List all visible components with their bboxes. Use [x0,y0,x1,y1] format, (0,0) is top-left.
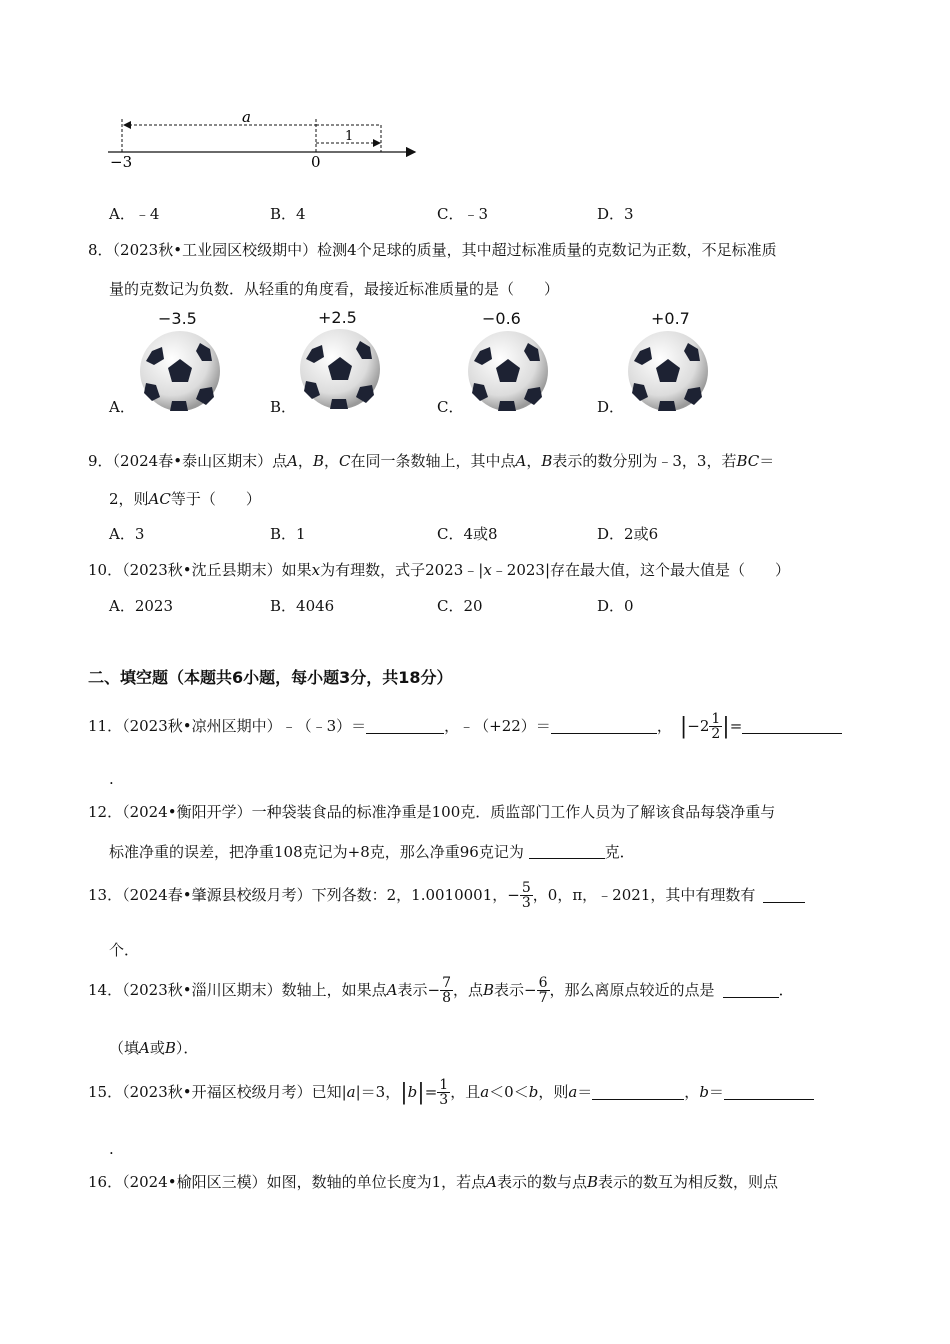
fraction: $\frac{1}{3}$ [439,1077,449,1108]
soccer-ball-icon [466,329,550,413]
q9-option-c: C．4或8 [437,525,498,543]
answer-blank[interactable] [723,983,779,998]
ball-c-value: −0.6 [482,309,521,328]
answer-blank[interactable] [592,1085,684,1100]
answer-blank[interactable] [763,888,805,903]
soccer-ball-icon [138,329,222,413]
q10-option-c: C．20 [437,597,483,615]
answer-blank[interactable] [551,719,657,734]
q10-line1: 10．（2023秋•沈丘县期末）如果x为有理数，式子2023﹣|x﹣2023|存在最大值，这个最大值是（ ） [88,561,791,579]
tick-minus-3: −3 [110,153,133,171]
q9-option-b: B．1 [270,525,306,543]
q14-line2: （填A或B）． [109,1039,199,1057]
fraction: $\frac{6}{7}$ [538,975,548,1006]
answer-blank[interactable] [529,844,605,859]
q12-line1: 12．（2024•衡阳开学）一种袋装食品的标准净重是100克．质监部门工作人员为了解该食品每袋净重与 [88,803,776,821]
q12-line2: 标准净重的误差，把净重108克记为+8克，那么净重96克记为 克． [109,843,635,861]
answer-blank[interactable] [724,1085,814,1100]
q7-option-a: A．﹣4 [109,205,160,223]
q16-line1: 16．（2024•榆阳区三模）如图，数轴的单位长度为1，若点A表示的数与点B表示的数互为相反数，则点 [88,1173,779,1191]
q11-line1: 11．（2023秋•凉州区期中）﹣（﹣3）＝ ，﹣（+22）＝ ， | −2 $\frac{1}{2}$ | = [88,712,842,741]
q7-option-c: C．﹣3 [437,205,489,223]
q10-option-a: A．2023 [109,597,174,615]
fraction: $\frac{7}{8}$ [442,975,451,1006]
q8-option-b: B． [270,398,297,416]
q9-line2: 2，则AC等于（ ） [109,490,261,508]
soccer-ball-icon [626,329,710,413]
answer-blank[interactable] [742,719,842,734]
soccer-ball-icon [298,327,382,411]
q15-dot: . [109,1140,114,1158]
q9-option-d: D．2或6 [597,525,659,543]
q8-line2: 量的克数记为负数．从轻重的角度看，最接近标准质量的是（ ） [109,280,560,298]
q7-option-b: B．4 [270,205,306,223]
q8-option-c: C． [437,398,464,416]
q9-option-a: A．3 [109,525,145,543]
q8-line1: 8．（2023秋•工业园区校级期中）检测4个足球的质量，其中超过标准质量的克数记为正数，不足标准质 [88,241,777,259]
q9-line1: 9．（2024春•泰山区期末）点A，B，C在同一条数轴上，其中点A，B表示的数分别为﹣3，3，若BC＝ [88,452,775,470]
q13-line2: 个． [109,941,140,959]
q7-option-d: D．3 [597,205,634,223]
answer-blank[interactable] [366,719,444,734]
q10-option-d: D．0 [597,597,634,615]
ball-b-value: +2.5 [318,308,357,327]
ball-a-value: −3.5 [158,309,197,328]
label-1: 1 [345,129,354,144]
tick-zero: 0 [311,153,321,171]
section-heading: 二、填空题（本题共6小题，每小题3分，共18分） [88,668,453,687]
label-a: a [242,108,251,126]
q15-line1: 15．（2023秋•开福区校级月考）已知| a |＝3， | b | = $\frac{1}{3}$ ，且 a ＜0＜ b ，则 a ＝ ， b ＝ [88,1078,814,1107]
q8-option-a: A． [109,398,135,416]
fraction: $\frac{5}{3}$ [521,880,531,911]
q10-option-b: B．4046 [270,597,335,615]
number-line-figure [100,105,430,175]
ball-d-value: +0.7 [651,309,690,328]
q14-line1: 14．（2023秋•淄川区期末）数轴上，如果点 A 表示 − $\frac{7}{8}$ ，点 B 表示 − $\frac{6}{7}$ ，那么离原点较近的点是 ． [88,975,794,1006]
q13-line1: 13．（2024春•肇源县校级月考）下列各数：2，1.0010001， − $\frac{5}{3}$ ，0，π，﹣2021，其中有理数有 [88,881,805,910]
q8-option-d: D． [597,398,625,416]
q11-dot: . [109,770,114,788]
fraction: $\frac{1}{2}$ [711,711,721,742]
